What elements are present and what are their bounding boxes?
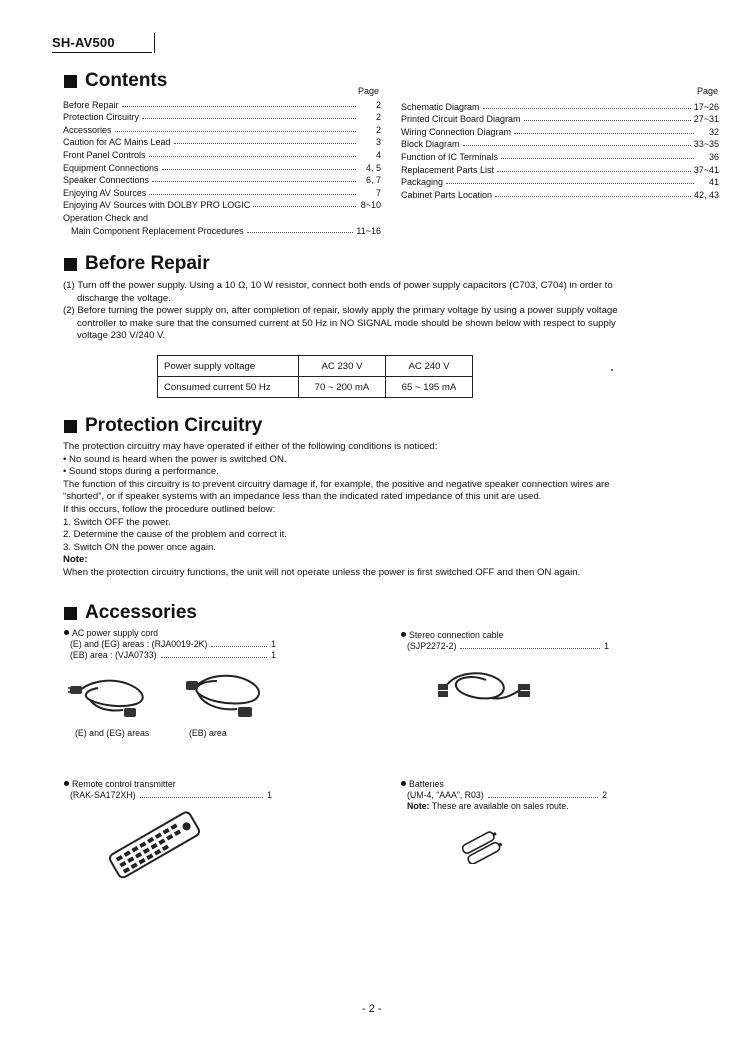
note-text: When the protection circuitry functions, the unit will not operate unless the power is first switched OFF and then ON again. — [63, 566, 581, 578]
accessory-name: Batteries — [409, 779, 444, 789]
before-repair-step-2-cont: controller to make sure that the consumed current at 50 Hz in NO SIGNAL mode should be shown below with respect to supply — [77, 317, 616, 329]
note-label: Note: — [63, 554, 88, 566]
toc-item[interactable]: Function of IC Terminals 36 — [401, 151, 719, 162]
table-cell: Consumed current 50 Hz — [158, 377, 299, 398]
bullet-icon — [64, 630, 69, 635]
table-cell: 70 ~ 200 mA — [299, 377, 386, 398]
header-rule — [52, 52, 152, 53]
ac-cord-e-eg-illustration — [68, 670, 158, 722]
accessory-ac-cord — [64, 628, 276, 661]
table-cell: AC 240 V — [386, 356, 473, 377]
accessory-name: Stereo connection cable — [409, 630, 504, 640]
batteries-illustration — [460, 830, 508, 864]
accessory-qty: 1 — [271, 650, 276, 660]
table-cell: 65 ~ 195 mA — [386, 377, 473, 398]
section-square-icon — [64, 420, 77, 433]
protection-step: 2. Determine the cause of the problem and correct it. — [63, 529, 287, 541]
accessory-part: (RAK-SA172XH) — [70, 790, 136, 800]
page-number: - 2 - — [362, 1003, 382, 1015]
accessory-stereo-cable — [401, 630, 609, 652]
protection-heading: Protection Circuitry — [64, 415, 262, 437]
protection-step: 1. Switch OFF the power. — [63, 516, 171, 528]
table-cell: Power supply voltage — [158, 356, 299, 377]
accessory-name: Remote control transmitter — [72, 779, 176, 789]
before-repair-step-2: (2) Before turning the power supply on, after completion of repair, slowly apply the primary voltage by using a power supply voltage — [63, 305, 618, 317]
toc-page-header-left: Page — [358, 86, 380, 96]
accessory-part: (EB) area : (VJA0733) — [70, 650, 157, 660]
toc-item[interactable]: Cabinet Parts Location 42, 43 — [401, 189, 719, 200]
before-repair-step-1-cont: discharge the voltage. — [77, 292, 171, 304]
toc-item[interactable]: Speaker Connections 6, 7 — [63, 175, 381, 186]
section-square-icon — [64, 258, 77, 271]
protection-line: The function of this circuitry is to prevent circuitry damage if, for example, the positive and negative speaker connection wires are — [63, 478, 610, 490]
ac-cord-eb-illustration — [182, 667, 272, 723]
power-supply-table — [157, 355, 473, 398]
remote-control-illustration — [100, 808, 208, 880]
protection-line: The protection circuitry may have operated if either of the following conditions is noticed: — [63, 441, 438, 452]
accessory-qty: 1 — [271, 639, 276, 649]
bullet-icon — [64, 781, 69, 786]
accessory-qty: 2 — [602, 790, 607, 800]
toc-item[interactable]: Main Component Replacement Procedures 11~16 — [71, 225, 381, 236]
protection-bullet: • No sound is heard when the power is switched ON. — [63, 453, 287, 465]
stray-mark — [611, 369, 613, 371]
toc-item[interactable]: Block Diagram 33~35 — [401, 139, 719, 150]
bullet-icon — [401, 632, 406, 637]
toc-item[interactable]: Printed Circuit Board Diagram 27~31 — [401, 114, 719, 125]
section-square-icon — [64, 607, 77, 620]
accessory-part: (E) and (EG) areas : (RJA0019-2K) — [70, 639, 208, 649]
before-repair-text — [63, 280, 733, 343]
toc-item[interactable]: Front Panel Controls 4 — [63, 149, 381, 160]
toc-item[interactable]: Accessories 2 — [63, 124, 381, 135]
accessory-name: AC power supply cord — [72, 628, 159, 638]
accessories-heading: Accessories — [64, 602, 197, 624]
before-repair-step-2-cont: voltage 230 V/240 V. — [77, 330, 166, 342]
table-cell: AC 230 V — [299, 356, 386, 377]
accessory-remote — [64, 779, 272, 801]
toc-item[interactable]: Operation Check and — [63, 212, 149, 223]
toc-item[interactable]: Wiring Connection Diagram 32 — [401, 126, 719, 137]
protection-bullet: • Sound stops during a performance. — [63, 466, 219, 478]
bullet-icon — [401, 781, 406, 786]
toc-page-header-right: Page — [697, 86, 719, 96]
accessory-part: (UM-4, “AAA”, R03) — [407, 790, 484, 800]
toc-left-column — [63, 97, 381, 236]
accessory-qty: 1 — [604, 641, 609, 651]
stereo-cable-illustration — [436, 664, 536, 712]
accessory-batteries — [401, 779, 607, 812]
toc-item[interactable]: Before Repair 2 — [63, 99, 381, 110]
toc-item[interactable]: Equipment Connections 4, 5 — [63, 162, 381, 173]
note-label: Note: — [407, 801, 430, 811]
note-text: These are available on sales route. — [431, 801, 569, 811]
protection-line: If this occurs, follow the procedure outlined below: — [63, 503, 276, 515]
contents-heading: Contents — [64, 70, 167, 92]
toc-right-column — [401, 99, 719, 200]
caption-e-eg: (E) and (EG) areas — [75, 728, 150, 738]
protection-step: 3. Switch ON the power once again. — [63, 541, 217, 553]
caption-eb: (EB) area — [189, 728, 227, 738]
section-square-icon — [64, 75, 77, 88]
protection-text — [63, 441, 735, 580]
model-label: SH-AV500 — [52, 35, 115, 50]
table-row — [158, 356, 473, 377]
toc-item[interactable]: Enjoying AV Sources with DOLBY PRO LOGIC 8~10 — [63, 200, 381, 211]
toc-item[interactable]: Enjoying AV Sources 7 — [63, 187, 381, 198]
table-row — [158, 377, 473, 398]
protection-line: “shorted”, or if speaker systems with an impedance less than the indicated rated impedance of this unit are used. — [63, 491, 542, 503]
toc-item[interactable]: Caution for AC Mains Lead 3 — [63, 137, 381, 148]
before-repair-heading: Before Repair — [64, 253, 210, 275]
toc-item[interactable]: Protection Circuitry 2 — [63, 112, 381, 123]
header-vertical-rule — [154, 33, 155, 53]
toc-item[interactable]: Replacement Parts List 37~41 — [401, 164, 719, 175]
accessory-qty: 1 — [267, 790, 272, 800]
before-repair-step-1: (1) Turn off the power supply. Using a 10 Ω, 10 W resistor, connect both ends of power supply capacitors (C703, C704) in order to — [63, 280, 613, 291]
accessory-part: (SJP2272-2) — [407, 641, 457, 651]
toc-item[interactable]: Packaging 41 — [401, 177, 719, 188]
toc-item[interactable]: Schematic Diagram 17~26 — [401, 101, 719, 112]
